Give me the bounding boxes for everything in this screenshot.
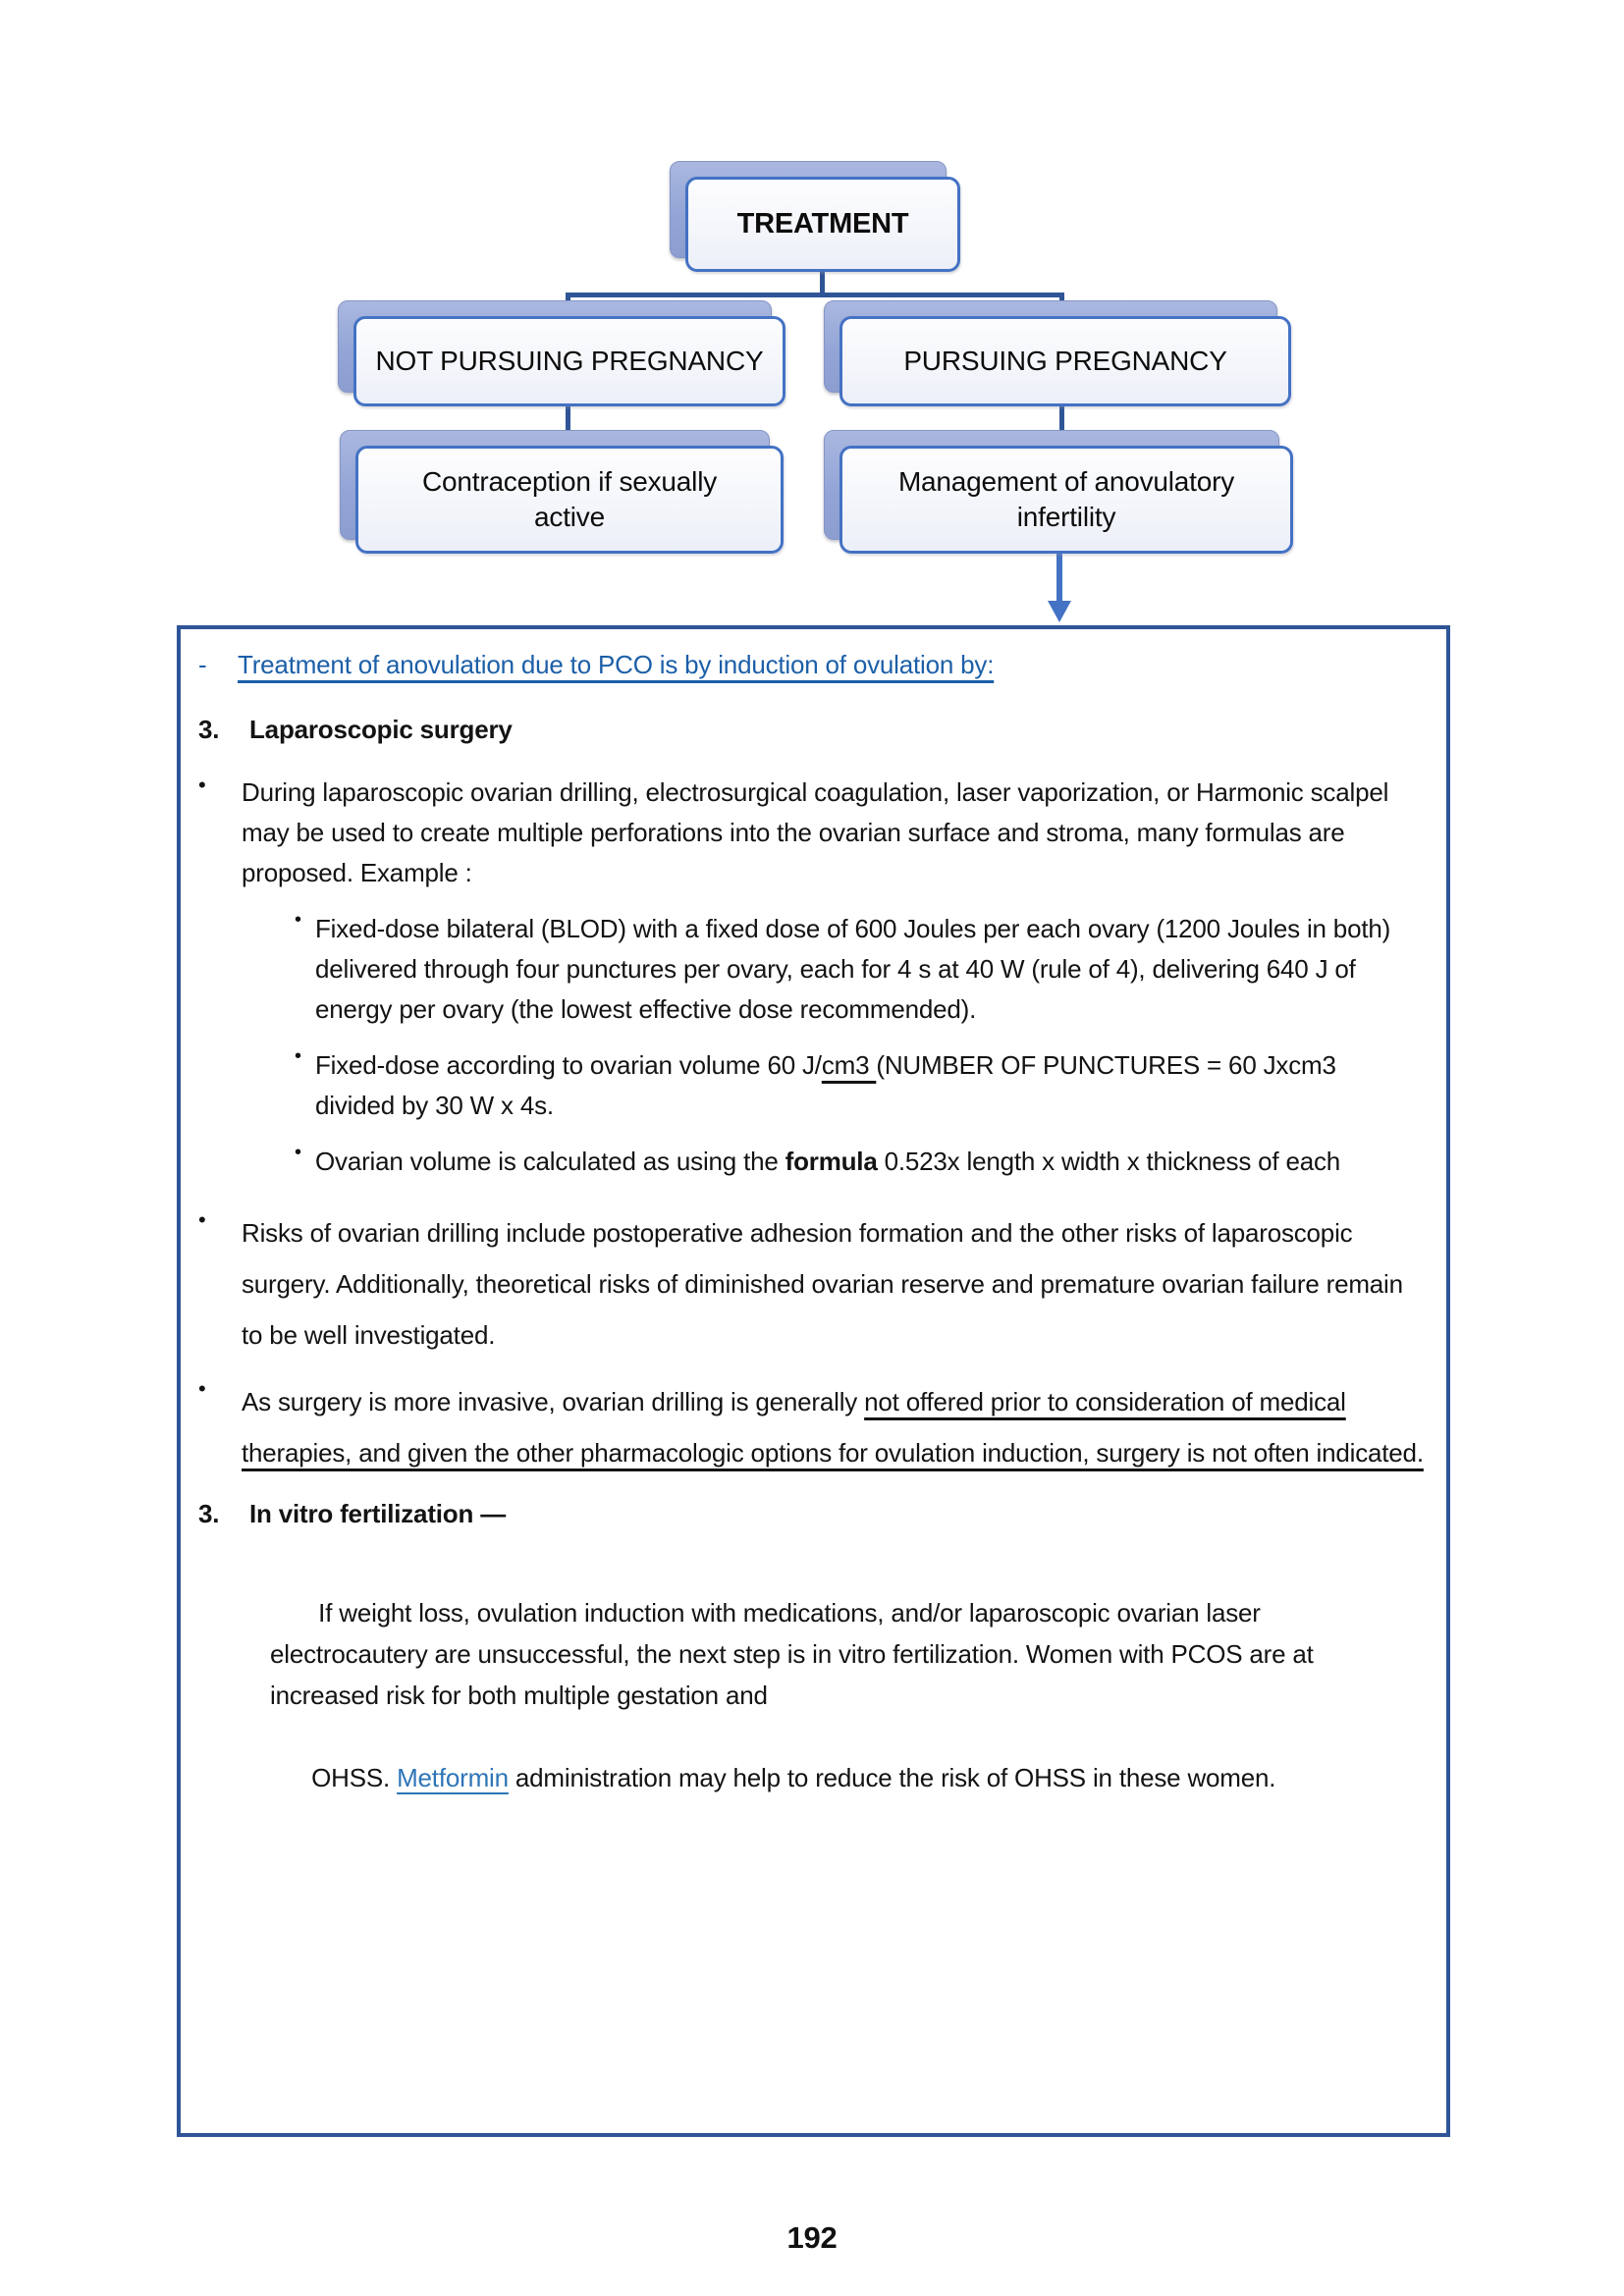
bold-formula-word: formula bbox=[785, 1147, 878, 1176]
node-pursuing-pregnancy bbox=[839, 316, 1291, 406]
node-contraception-label: Contraception if sexually active bbox=[421, 465, 718, 532]
subbullet-volume bbox=[295, 1045, 1427, 1126]
bullet-icon: • bbox=[295, 1142, 301, 1163]
section-laparoscopic-heading bbox=[198, 710, 1427, 749]
node-not-pursuing-pregnancy bbox=[353, 316, 785, 406]
arrow-to-textbox-head bbox=[1048, 601, 1071, 622]
connector-horizontal bbox=[566, 293, 1064, 297]
metformin-link[interactable]: Metformin bbox=[397, 1763, 509, 1792]
subbullet-volume-text: Fixed-dose according to ovarian volume 60 J/cm3 (NUMBER OF PUNCTURES = 60 Jxcm3 divided by 30 W x 4s. bbox=[315, 1050, 1336, 1120]
section-ivf-heading bbox=[198, 1494, 1427, 1533]
subbullet-formula-text: Ovarian volume is calculated as using the formula 0.523x length x width x thickness of each bbox=[315, 1147, 1341, 1176]
bullet-drilling-text: During laparoscopic ovarian drilling, electrosurgical coagulation, laser vaporization, or Harmonic scalpel may be used to create multiple perforations into the ovarian surface and stroma, many formulas are proposed. Example : bbox=[242, 777, 1389, 887]
node-pursuing-label: PURSUING PREGNANCY bbox=[903, 345, 1227, 376]
node-treatment bbox=[685, 177, 960, 272]
node-contraception bbox=[355, 446, 784, 554]
node-not-pursuing-label: NOT PURSUING PREGNANCY bbox=[375, 345, 764, 376]
underlined-surgery-passage: not offered prior to consideration of medical therapies, and given the other pharmacologic options for ovulation induction, surgery is not often indicated. bbox=[242, 1387, 1424, 1468]
bullet-icon: • bbox=[295, 1045, 301, 1067]
section-number: 3. bbox=[198, 1499, 220, 1528]
bullet-icon: • bbox=[198, 773, 206, 797]
ivf-text-2: OHSS. bbox=[311, 1763, 398, 1792]
section-number: 3. bbox=[198, 715, 220, 744]
bullet-icon: • bbox=[295, 909, 301, 931]
intro-heading: Treatment of anovulation due to PCO is by induction of ovulation by: bbox=[238, 650, 995, 679]
subbullet-formula bbox=[295, 1142, 1427, 1182]
arrow-to-textbox-stem bbox=[1056, 552, 1062, 603]
bullet-drilling bbox=[198, 773, 1427, 893]
bullet-risks bbox=[198, 1207, 1427, 1361]
bullet-icon: • bbox=[198, 1376, 206, 1401]
bullet-icon: • bbox=[198, 1207, 206, 1232]
page-number: 192 bbox=[786, 2220, 838, 2255]
bullet-risks-text: Risks of ovarian drilling include postoperative adhesion formation and the other risks of laparoscopic surgery. Additionally, theoretical risks of diminished ovarian reserve and premature ovarian failure remain to be well investigated. bbox=[242, 1218, 1403, 1350]
subbullet-blod bbox=[295, 909, 1427, 1030]
node-management bbox=[839, 446, 1293, 554]
intro-line bbox=[198, 645, 1427, 684]
content-box bbox=[177, 625, 1450, 2137]
bullet-surgery-text: As surgery is more invasive, ovarian drilling is generally not offered prior to consideration of medical therapies, and given the other pharmacologic options for ovulation induction, surgery is not often indicated. bbox=[242, 1387, 1424, 1468]
section-title: Laparoscopic surgery bbox=[249, 715, 513, 744]
ivf-paragraph bbox=[270, 1551, 1409, 1840]
subbullet-blod-text: Fixed-dose bilateral (BLOD) with a fixed dose of 600 Joules per each ovary (1200 Joules in both) delivered through four punctures per ovary, each for 4 s at 40 W (rule of 4), delivering 640 J of energy per ovary (the lowest effective dose recommended). bbox=[315, 914, 1391, 1024]
bullet-surgery bbox=[198, 1376, 1427, 1478]
section-title: In vitro fertilization — bbox=[249, 1499, 506, 1528]
intro-dash: - bbox=[198, 650, 207, 679]
ivf-text-3: administration may help to reduce the risk of OHSS in these women. bbox=[508, 1763, 1276, 1792]
node-management-label: Management of anovulatory infertility bbox=[897, 465, 1235, 532]
underlined-cm3: cm3 bbox=[821, 1050, 877, 1080]
ivf-text-1: If weight loss, ovulation induction with medications, and/or laparoscopic ovarian laser electrocautery are unsuccessful, the next step is in vitro fertilization. Women with PCOS are at increased risk for both multiple gestation and bbox=[270, 1598, 1321, 1710]
node-treatment-label: TREATMENT bbox=[736, 207, 909, 240]
